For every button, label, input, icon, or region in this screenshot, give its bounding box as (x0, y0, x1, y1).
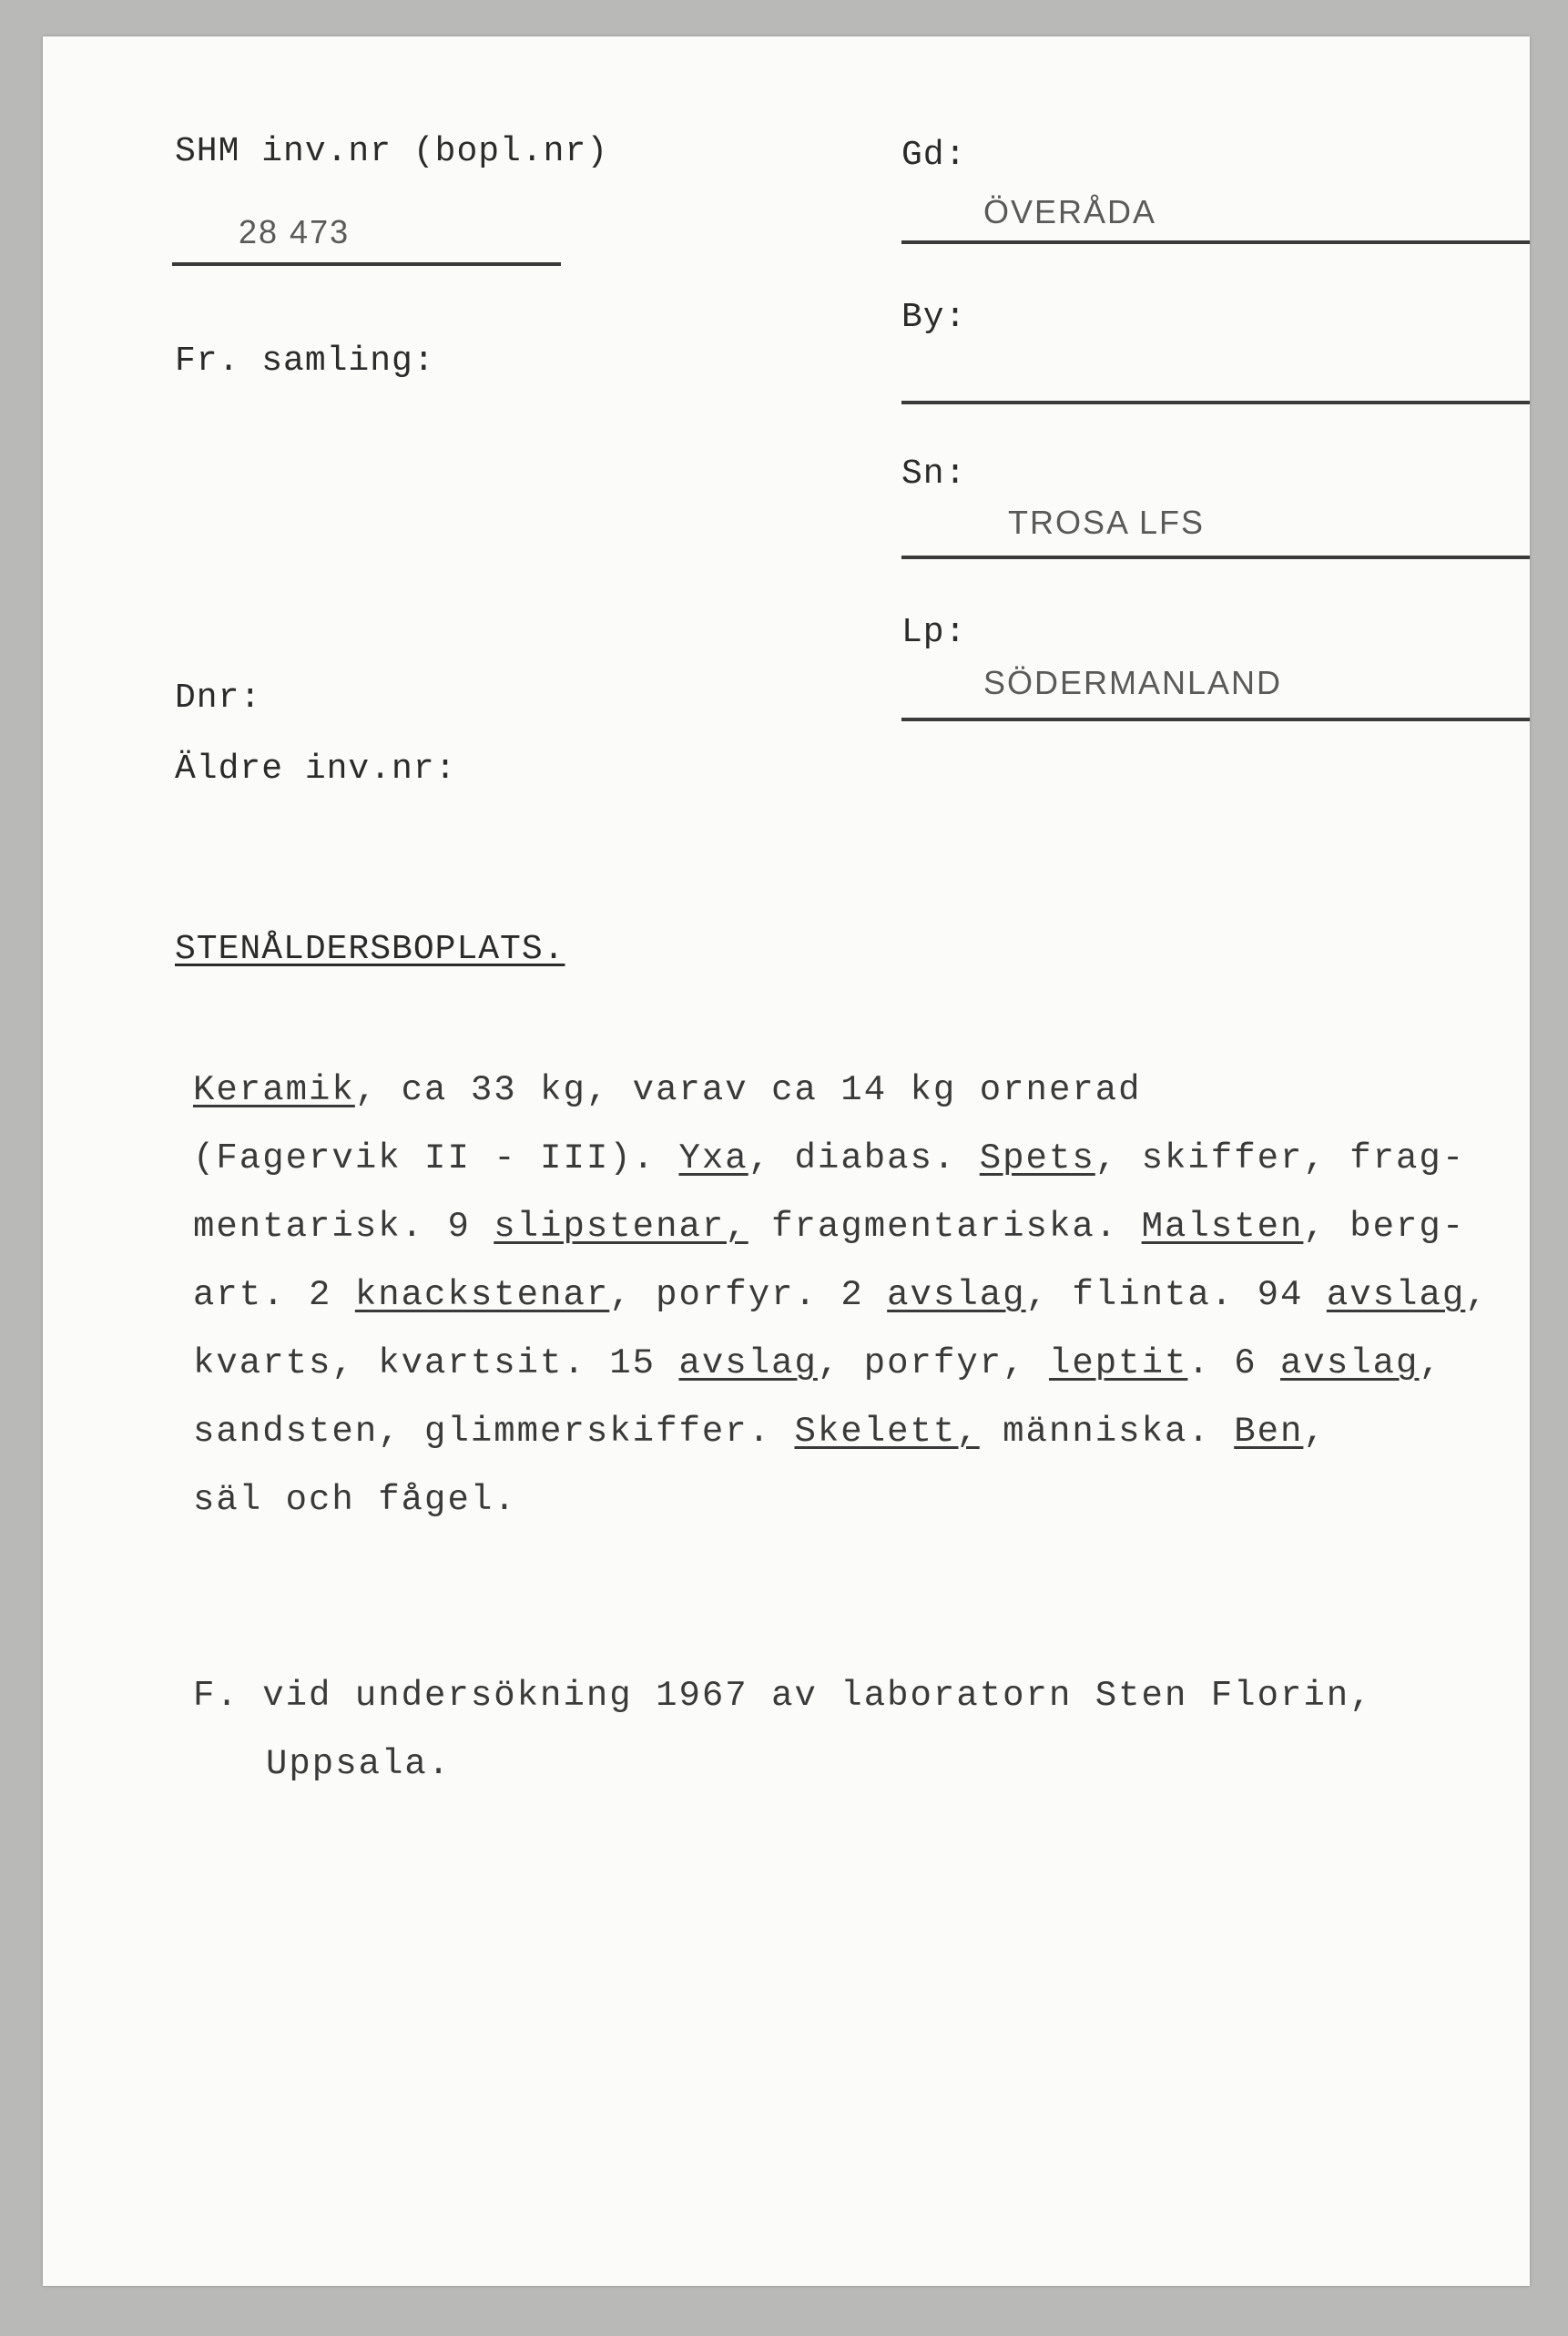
by-label: By: (901, 298, 967, 337)
description-line-5: kvarts, kvartsit. 15 avslag, porfyr, leptit. 6 avslag, (193, 1343, 1442, 1383)
dnr-label: Dnr: (175, 678, 262, 718)
catalog-card (43, 36, 1530, 2286)
description-line-6: sandsten, glimmerskiffer. Skelett, människa. Ben, (193, 1412, 1327, 1452)
inv-nr-label: SHM inv.nr (bopl.nr) (175, 132, 609, 171)
by-rule (901, 401, 1530, 404)
inv-nr-value: 28 473 (239, 213, 351, 250)
description-line-1: Keramik, ca 33 kg, varav ca 14 kg ornerad (193, 1070, 1142, 1110)
description-line-4: art. 2 knackstenar, porfyr. 2 avslag, flinta. 94 avslag, (193, 1275, 1489, 1315)
fr-samling-label: Fr. samling: (175, 342, 435, 381)
site-heading: STENÅLDERSBOPLATS. (175, 930, 565, 969)
inv-nr-rule (172, 262, 561, 266)
aldre-inv-nr-label: Äldre inv.nr: (175, 750, 457, 789)
finding-line-1: F. vid undersökning 1967 av laboratorn Sten Florin, (193, 1676, 1373, 1716)
finding-line-2: Uppsala. (266, 1744, 452, 1784)
sn-rule (901, 556, 1530, 559)
gd-value: ÖVERÅDA (983, 193, 1157, 230)
sn-label: Sn: (901, 454, 967, 494)
sn-value: TROSA LFS (1008, 504, 1206, 541)
lp-value: SÖDERMANLAND (983, 664, 1283, 701)
gd-label: Gd: (901, 136, 967, 175)
gd-rule (901, 240, 1530, 244)
lp-rule (901, 718, 1530, 721)
lp-label: Lp: (901, 613, 967, 652)
description-line-3: mentarisk. 9 slipstenar, fragmentariska. Malsten, berg- (193, 1207, 1466, 1247)
description-line-2: (Fagervik II - III). Yxa, diabas. Spets, skiffer, frag- (193, 1138, 1466, 1178)
description-line-7: säl och fågel. (193, 1480, 517, 1520)
